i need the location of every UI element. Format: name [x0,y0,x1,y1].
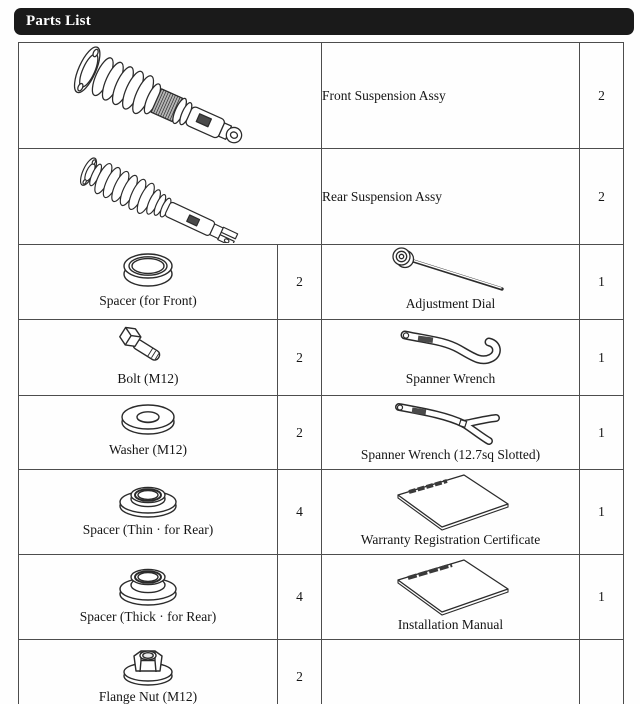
part-cell [19,320,278,396]
part-name: Warranty Registration Certificate [360,532,541,547]
part-qty: 1 [580,470,624,555]
part-qty: 4 [278,470,322,555]
table-row [19,43,624,149]
part-cell [322,320,580,396]
part-cell [322,470,580,555]
part-cell [19,396,278,470]
part-cell [19,640,278,704]
part-name: Flange Nut (M12) [98,689,198,704]
table-row [19,320,624,396]
adjustment-dial-illustration [388,246,514,296]
part-name: Rear Suspension Assy [322,149,580,245]
part-cell [19,470,278,555]
front-suspension-image-cell [19,43,322,149]
page-title: Parts List [14,8,634,35]
part-cell [19,245,278,320]
part-qty: 2 [278,320,322,396]
part-cell [19,555,278,640]
part-qty: 1 [580,245,624,320]
spanner-wrench-slotted-illustration [386,397,516,447]
empty-part-cell [322,640,580,704]
table-row [19,470,624,555]
flange-nut-m12-illustration [116,643,180,689]
installation-manual-illustration [384,555,518,617]
part-name: Installation Manual [397,617,504,632]
part-qty: 2 [278,640,322,704]
part-qty: 2 [278,396,322,470]
rear-suspension-image-cell [19,149,322,245]
part-qty: 4 [278,555,322,640]
part-name: Bolt (M12) [117,370,179,386]
part-name: Spanner Wrench (12.7sq Slotted) [360,446,541,462]
part-qty: 2 [278,245,322,320]
part-qty: 1 [580,396,624,470]
part-name: Spanner Wrench [405,370,496,386]
part-name: Spacer (Thin · for Rear) [82,522,214,537]
rear-suspension-assy-illustration [67,151,273,243]
part-qty: 2 [580,149,624,245]
part-cell [322,555,580,640]
part-qty: 2 [580,43,624,149]
empty-qty-cell [580,640,624,704]
table-row [19,640,624,704]
part-qty: 1 [580,555,624,640]
part-qty: 1 [580,320,624,396]
part-name: Adjustment Dial [405,296,496,311]
part-name: Washer (M12) [108,441,187,457]
parts-table [18,42,624,704]
washer-m12-illustration [115,402,181,442]
table-row [19,149,624,245]
table-row [19,245,624,320]
bolt-m12-illustration [111,323,185,371]
spacer-front-illustration [115,249,181,293]
part-name: Front Suspension Assy [322,43,580,149]
spacer-thick-rear-illustration [112,563,184,609]
part-cell [322,245,580,320]
spacer-thin-rear-illustration [112,480,184,522]
part-name: Spacer (for Front) [99,293,197,308]
table-row [19,396,624,470]
table-row [19,555,624,640]
warranty-certificate-illustration [384,470,518,532]
spanner-wrench-illustration [391,323,511,371]
front-suspension-assy-illustration [67,45,273,147]
part-name: Spacer (Thick · for Rear) [79,609,217,624]
part-cell [322,396,580,470]
